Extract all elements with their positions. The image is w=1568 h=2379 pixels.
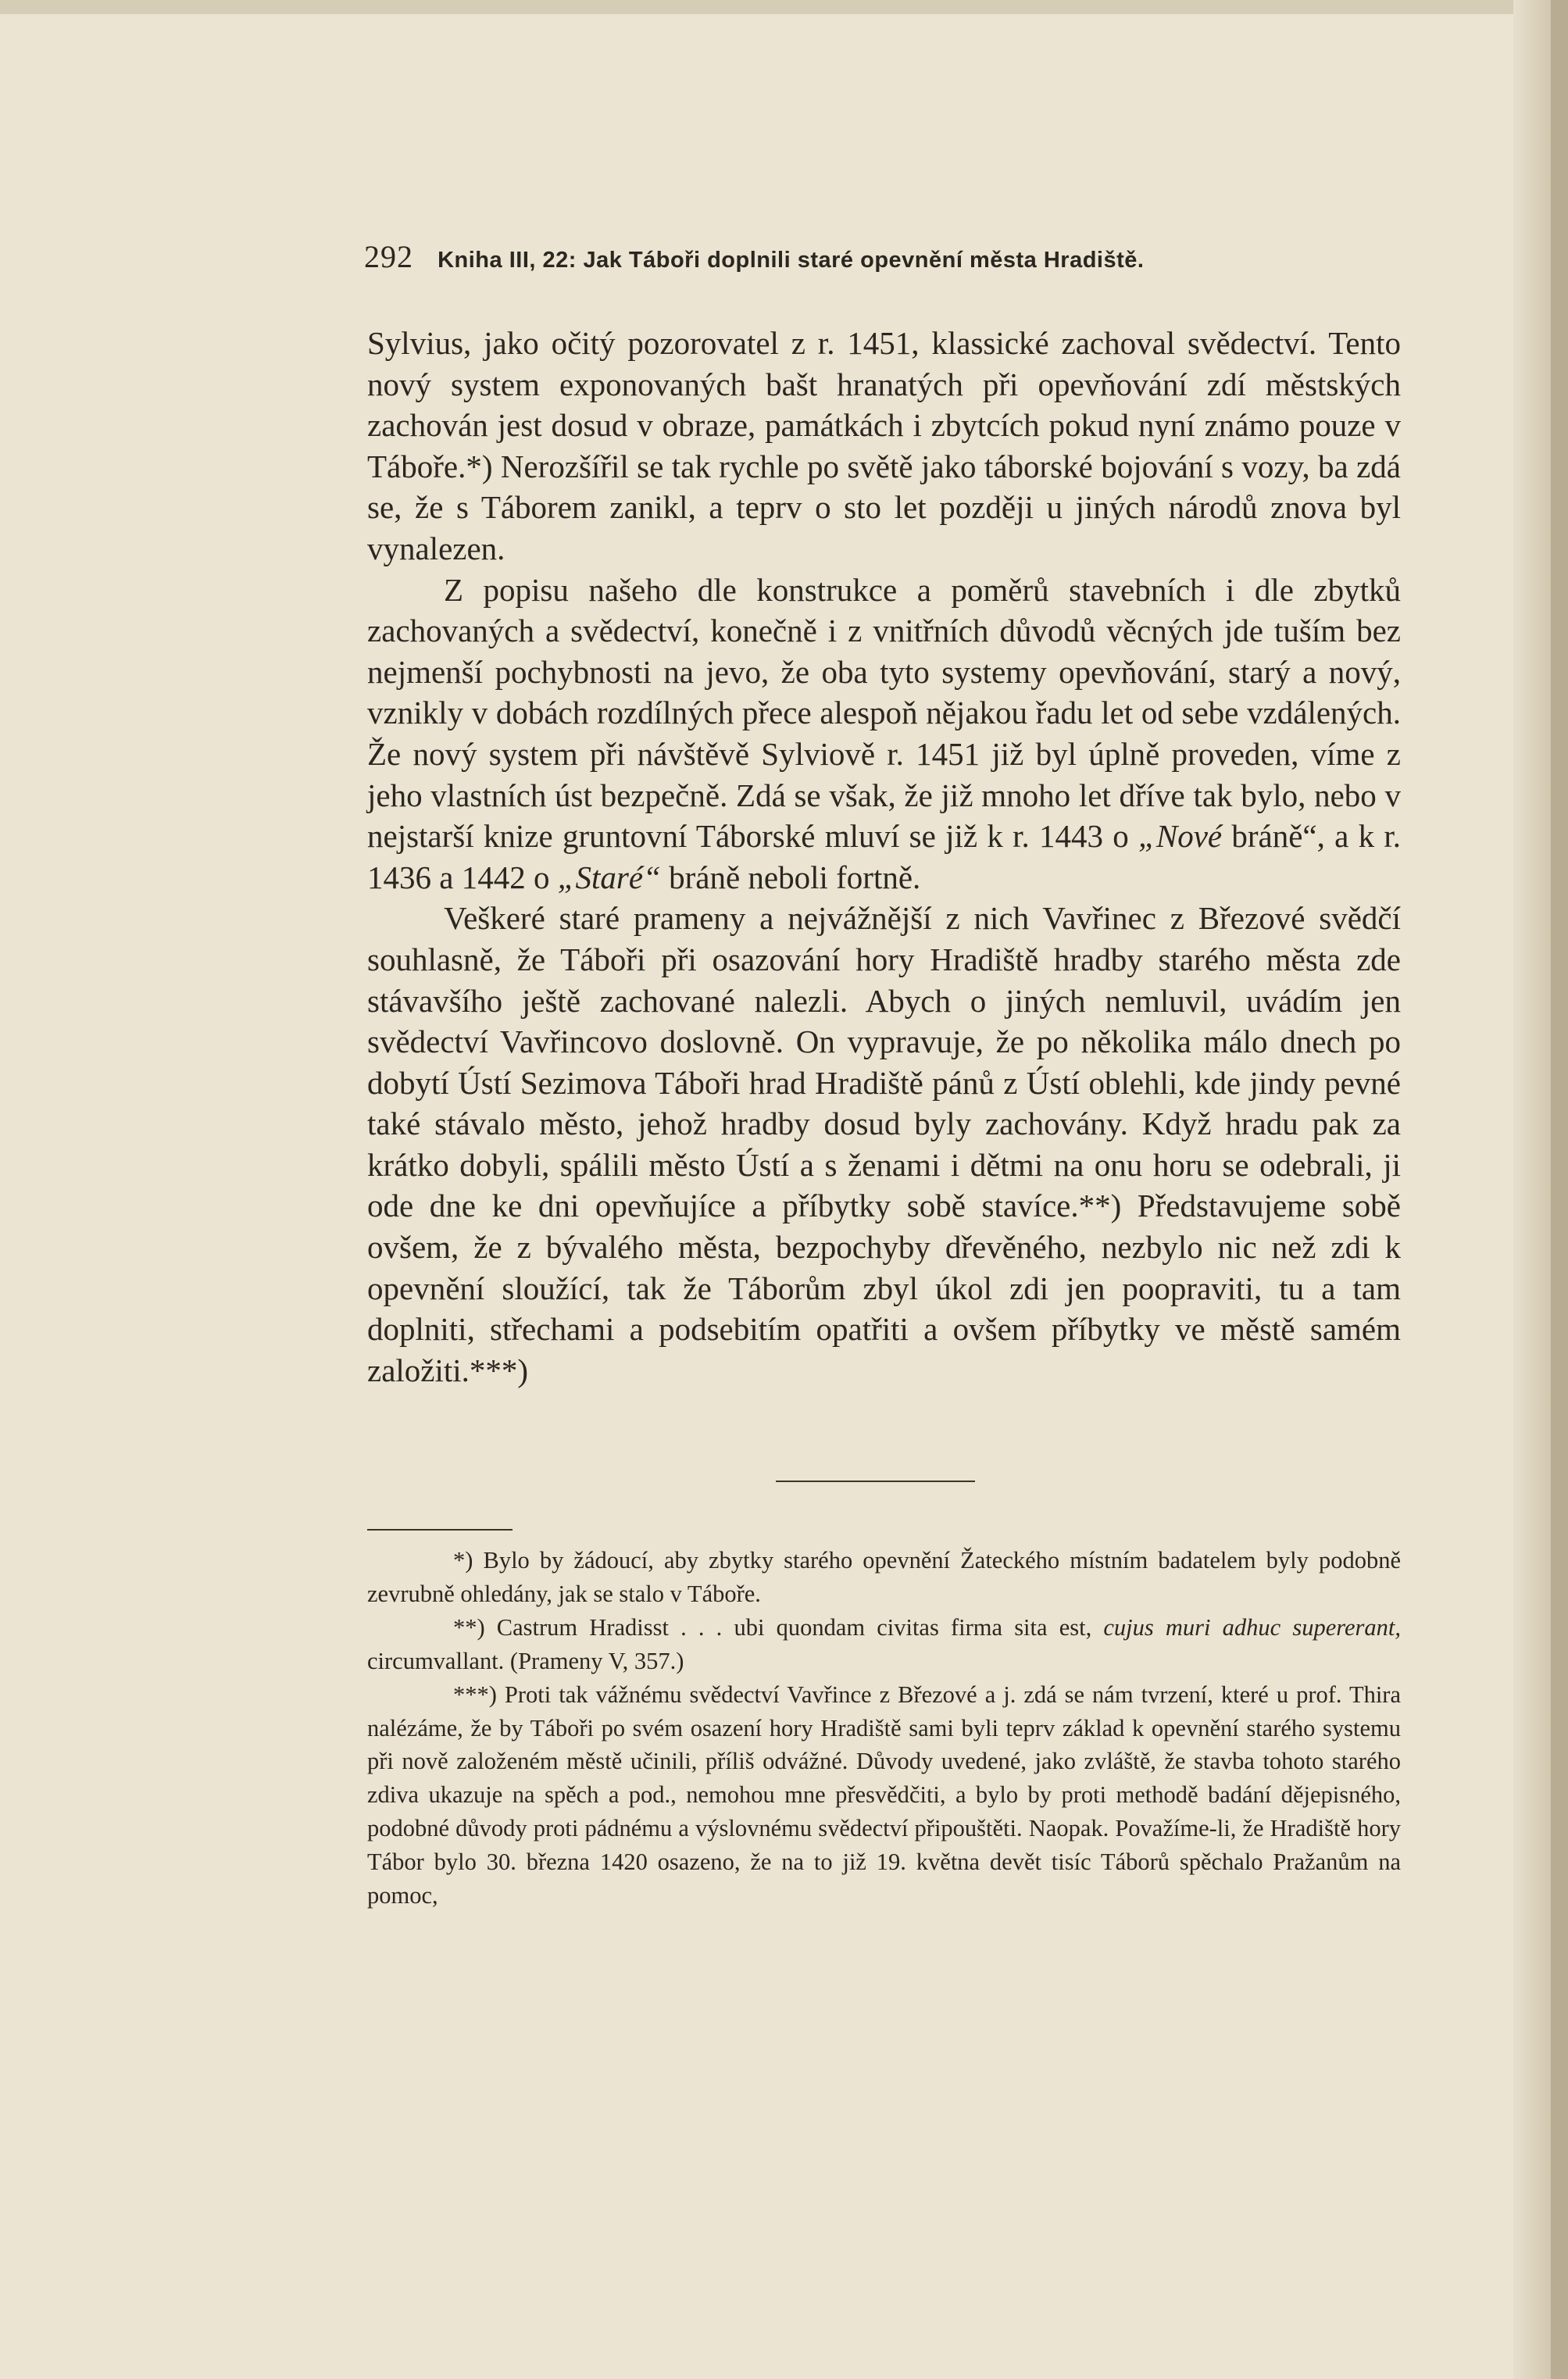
book-spine-shadow	[1551, 0, 1568, 2379]
section-rule	[776, 1481, 975, 1482]
main-text	[367, 323, 1401, 1391]
paragraph-2-mid: bráně“, a k r. 1436 a 1442 o	[367, 818, 1401, 895]
paragraph-1: Sylvius, jako očitý pozorovatel z r. 1451, klassické zachoval svědectví. Tento nový system exponovaných bašt hranatých při opevňování zdí městských zachován jest dosud v obraze, památkách i zbytcích pokud nyní známo pouze v Táboře.*) Nerozšířil se tak rychle po světě jako táborské bojování s vozy, ba zdá se, že s Táborem zanikl, a teprv o sto let později u jiných národů znova byl vynalezen.	[367, 325, 1401, 566]
quote-nove: „Nové	[1138, 818, 1223, 855]
page-top-edge	[0, 0, 1568, 14]
footnote-3: ***) Proti tak vážnému svědectví Vavřince z Březové a j. zdá se nám tvrzení, které u prof. Thira nalézáme, že by Táboři po svém osazení hory Hradiště sami byli teprv základ k opevnění starého systemu při nově založeném městě učinili, příliš odvážné. Důvody uvedené, jako zvláště, že stavba tohoto starého zdiva ukazuje na spěch a pod., nemohou mne přesvědčiti, a bylo by proti methodě badání dějepisného, podobné důvody proti pádnému a výslovnému svědectví připouštěti. Naopak. Považíme-li, že Hradiště hory Tábor bylo 30. března 1420 osazeno, že na to již 19. května devět tisíc Táborů spěchalo Pražanům na pomoc,	[367, 1681, 1401, 1909]
running-title: Kniha III, 22: Jak Táboři doplnili staré opevnění města Hradiště.	[438, 248, 1145, 273]
footnote-2-lead: **) Castrum Hradisst . . . ubi quondam civitas firma sita est,	[453, 1613, 1104, 1641]
page-number: 292	[364, 239, 413, 274]
paragraph-2	[367, 570, 1401, 898]
paragraph-3: Veškeré staré prameny a nejvážnější z nich Vavřinec z Březové svědčí souhlasně, že Táboři při osazování hory Hradiště hradby starého města zde stávavšího ještě zachované nalezli. Abych o jiných nemluvil, uvádím jen svědectví Vavřincovo doslovně. On vypravuje, že po několika málo dnech po dobytí Ústí Sezimova Táboři hrad Hradiště pánů z Ústí oblehli, kde jindy pevné také stávalo město, jehož hradby dosud byly zachovány. Když hradu pak za krátko dobyli, spálili město Ústí a s ženami i dětmi na onu horu se odebrali, ji ode dne ke dni opevňujíce a příbytky sobě stavíce.**) Představujeme sobě ovšem, že z bývalého města, bezpochyby dřevěného, nezbylo nic než zdi k opevnění sloužící, tak že Táborům zbyl úkol zdi jen poopraviti, tu a tam doplniti, střechami a podsebitím opatřiti a ovšem příbytky ve městě samém založiti.***)	[367, 900, 1401, 1388]
footnote-2	[367, 1611, 1401, 1678]
paragraph-2-text: Z popisu našeho dle konstrukce a poměrů stavebních i dle zbytků zachovaných a svědectví, konečně i z vnitřních důvodů věcných jde tuším bez nejmenší pochybnosti na jevo, že oba tyto systemy opevňování, starý a nový, vznikly v dobách rozdílných přece alespoň nějakou řadu let od sebe vzdálených. Že nový system při návštěvě Sylviově r. 1451 již byl úplně proveden, víme z jeho vlastních úst bezpečně. Zdá se však, že již mnoho let dříve tak bylo, nebo v nejstarší knize gruntovní Táborské mluví se již k r. 1443 o	[367, 571, 1401, 855]
footnote-rule	[367, 1529, 513, 1531]
footnote-2-tail: circumvallant. (Prameny V, 357.)	[367, 1647, 684, 1674]
running-head	[364, 238, 1403, 277]
footnote-2-italic: cujus muri adhuc supererant,	[1103, 1613, 1401, 1641]
footnote-1: *) Bylo by žádoucí, aby zbytky starého opevnění Žateckého místním badatelem byly podobně zevrubně ohledány, jak se stalo v Táboře.	[367, 1547, 1401, 1607]
footnotes	[367, 1544, 1401, 1913]
quote-stare: „Staré“	[557, 859, 661, 895]
paragraph-2-end: bráně neboli fortně.	[660, 859, 921, 895]
